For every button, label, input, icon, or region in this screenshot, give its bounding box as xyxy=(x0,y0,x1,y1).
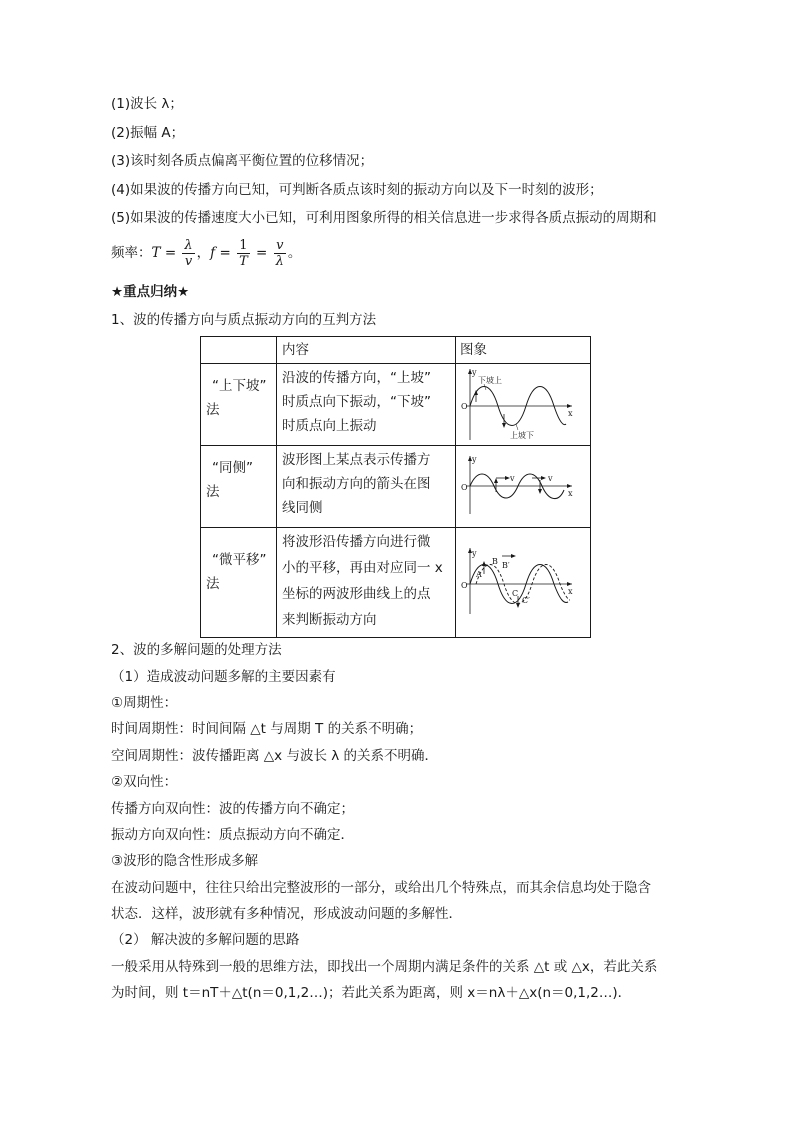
bidirectionality-heading: ②双向性： xyxy=(111,774,178,790)
periodicity-heading: ①周期性： xyxy=(111,695,178,711)
list-item-wavelength: (1)波长 λ； xyxy=(111,96,183,112)
frac-num-v: v xyxy=(274,238,286,254)
y-label: y xyxy=(472,549,477,558)
small-shift-method-figure xyxy=(460,530,578,630)
header-cell-content: 内容 xyxy=(277,337,456,364)
point-a-label: A xyxy=(476,570,482,579)
down-slope-label: 下坡上 xyxy=(478,376,502,385)
content-line: 来判断振动方向 xyxy=(282,612,377,628)
point2-title: 2、波的多解问题的处理方法 xyxy=(111,642,282,658)
frac-den-lambda: λ xyxy=(275,253,284,269)
formula-prefix: 频率： xyxy=(111,245,152,261)
hidden-waveform-heading: ③波形的隐含性形成多解 xyxy=(111,853,259,869)
content-line: 坐标的两波形曲线上的点 xyxy=(282,586,431,602)
formula-sep: ， xyxy=(196,245,211,261)
content-cell xyxy=(277,364,456,446)
origin-label: O xyxy=(461,402,468,411)
arrowhead xyxy=(511,554,516,558)
method-cell xyxy=(201,364,277,446)
content-line: 时质点向下振动，“下坡” xyxy=(282,394,431,410)
list-item-amplitude: (2)振幅 A； xyxy=(111,125,185,141)
method-suffix: 法 xyxy=(206,402,220,418)
space-periodicity: 空间周期性：波传播距离 △x 与波长 λ 的关系不明确． xyxy=(111,748,439,764)
point-b-label: B xyxy=(492,557,498,566)
x-label: x xyxy=(568,489,573,498)
arrowhead xyxy=(482,561,486,566)
y-label: y xyxy=(472,368,477,377)
same-side-method-figure xyxy=(460,448,578,524)
formula-eq-3: = xyxy=(256,245,268,261)
y-label: y xyxy=(472,455,477,464)
hidden-paragraph-line-2: 状态．这样，波形就有多种情况，形成波动问题的多解性． xyxy=(111,906,462,922)
formula-eq-2: = xyxy=(219,245,231,261)
content-line: 线同侧 xyxy=(282,500,323,516)
arrowhead xyxy=(494,478,498,483)
formula-f: f xyxy=(210,245,216,261)
frac-den-T: T xyxy=(239,253,248,269)
formula-end: 。 xyxy=(287,245,302,261)
propagation-bidirectionality: 传播方向双向性：波的传播方向不确定； xyxy=(111,801,354,817)
method-suffix: 法 xyxy=(206,576,220,592)
content-line: 小的平移，再由对应同一 x xyxy=(282,560,443,576)
x-label: x xyxy=(568,409,573,418)
list-item-speed: (5)如果波的传播速度大小已知，可利用图象所得的相关信息进一步求得各质点振动的周期和 xyxy=(111,210,657,226)
vibration-bidirectionality: 振动方向双向性：质点振动方向不确定． xyxy=(111,827,354,843)
arrowhead xyxy=(538,489,542,494)
fraction-one-over-T xyxy=(237,238,250,269)
frac-den-v: v xyxy=(184,253,193,269)
origin-label: O xyxy=(461,581,468,590)
content-line: 波形图上某点表示传播方 xyxy=(282,452,431,468)
up-slope-label: 上坡下 xyxy=(510,431,534,440)
table-row-slope-method xyxy=(201,364,591,446)
x-axis-arrow xyxy=(567,484,572,488)
figure-cell xyxy=(456,364,591,446)
header-cell-method xyxy=(201,337,277,364)
table-row-same-side-method xyxy=(201,446,591,528)
content-cell xyxy=(277,528,456,638)
sub-heading-2: （2） 解决波的多解问题的思路 xyxy=(111,932,300,948)
arrowhead xyxy=(516,603,520,608)
point-c-label: C xyxy=(512,589,519,598)
frequency-formula xyxy=(111,236,301,270)
point-c-prime-label: C′ xyxy=(522,596,530,605)
header-cell-figure: 图象 xyxy=(456,337,591,364)
point1-title: 1、波的传播方向与质点振动方向的互判方法 xyxy=(111,312,377,328)
method-paragraph-line-1: 一般采用从特殊到一般的思维方法，即找出一个周期内满足条件的关系 △t 或 △x，若此关系 xyxy=(111,959,658,975)
leader-line xyxy=(516,424,518,430)
frac-num-lambda: λ xyxy=(184,237,193,253)
method-name: “微平移” xyxy=(212,552,267,568)
method-cell xyxy=(201,446,277,528)
figure-cell xyxy=(456,528,591,638)
figure-cell xyxy=(456,446,591,528)
point-b-prime-label: B′ xyxy=(502,561,510,570)
time-periodicity: 时间周期性：时间间隔 △t 与周期 T 的关系不明确； xyxy=(111,721,423,737)
fraction-v-over-lambda xyxy=(274,238,286,269)
table-row-small-shift-method xyxy=(201,528,591,638)
content-line: 沿波的传播方向，“上坡” xyxy=(282,370,431,386)
formula-T: T xyxy=(151,245,161,261)
slope-method-figure xyxy=(460,366,578,442)
method-name: “同侧” xyxy=(212,460,253,476)
arrowhead xyxy=(541,476,546,480)
section-heading: ★重点归纳★ xyxy=(111,284,190,300)
method-suffix: 法 xyxy=(206,484,220,500)
velocity-label: v xyxy=(548,474,553,483)
content-line: 将波形沿传播方向进行微 xyxy=(282,534,431,550)
frac-num-one: 1 xyxy=(237,238,250,254)
arrowhead xyxy=(502,423,506,428)
fraction-lambda-over-v xyxy=(182,238,194,269)
sub-heading-1: （1）造成波动问题多解的主要因素有 xyxy=(111,669,336,685)
list-item-vibration-direction: (4)如果波的传播方向已知，可判断各质点该时刻的振动方向以及下一时刻的波形； xyxy=(111,182,603,198)
x-axis-arrow xyxy=(567,582,572,586)
method-cell xyxy=(201,528,277,638)
content-line: 时质点向上振动 xyxy=(282,418,377,434)
x-axis-arrow xyxy=(567,404,572,408)
origin-label: O xyxy=(461,483,468,492)
method-name: “上下坡” xyxy=(212,378,267,394)
hidden-paragraph-line-1: 在波动问题中，往往只给出完整波形的一部分，或给出几个特殊点，而其余信息均处于隐含 xyxy=(111,880,651,896)
formula-eq-1: = xyxy=(164,245,177,261)
content-cell xyxy=(277,446,456,528)
list-item-displacement: (3)该时刻各质点偏离平衡位置的位移情况； xyxy=(111,153,374,169)
table-header-row xyxy=(201,337,591,364)
method-paragraph-line-2: 为时间，则 t＝nT＋△t(n＝0,1,2…)；若此关系为距离，则 x＝nλ＋△x(n＝0,1,2…)． xyxy=(111,985,632,1001)
velocity-label: v xyxy=(510,474,515,483)
x-label: x xyxy=(568,587,573,596)
content-line: 向和振动方向的箭头在图 xyxy=(282,476,431,492)
methods-table xyxy=(200,336,591,638)
